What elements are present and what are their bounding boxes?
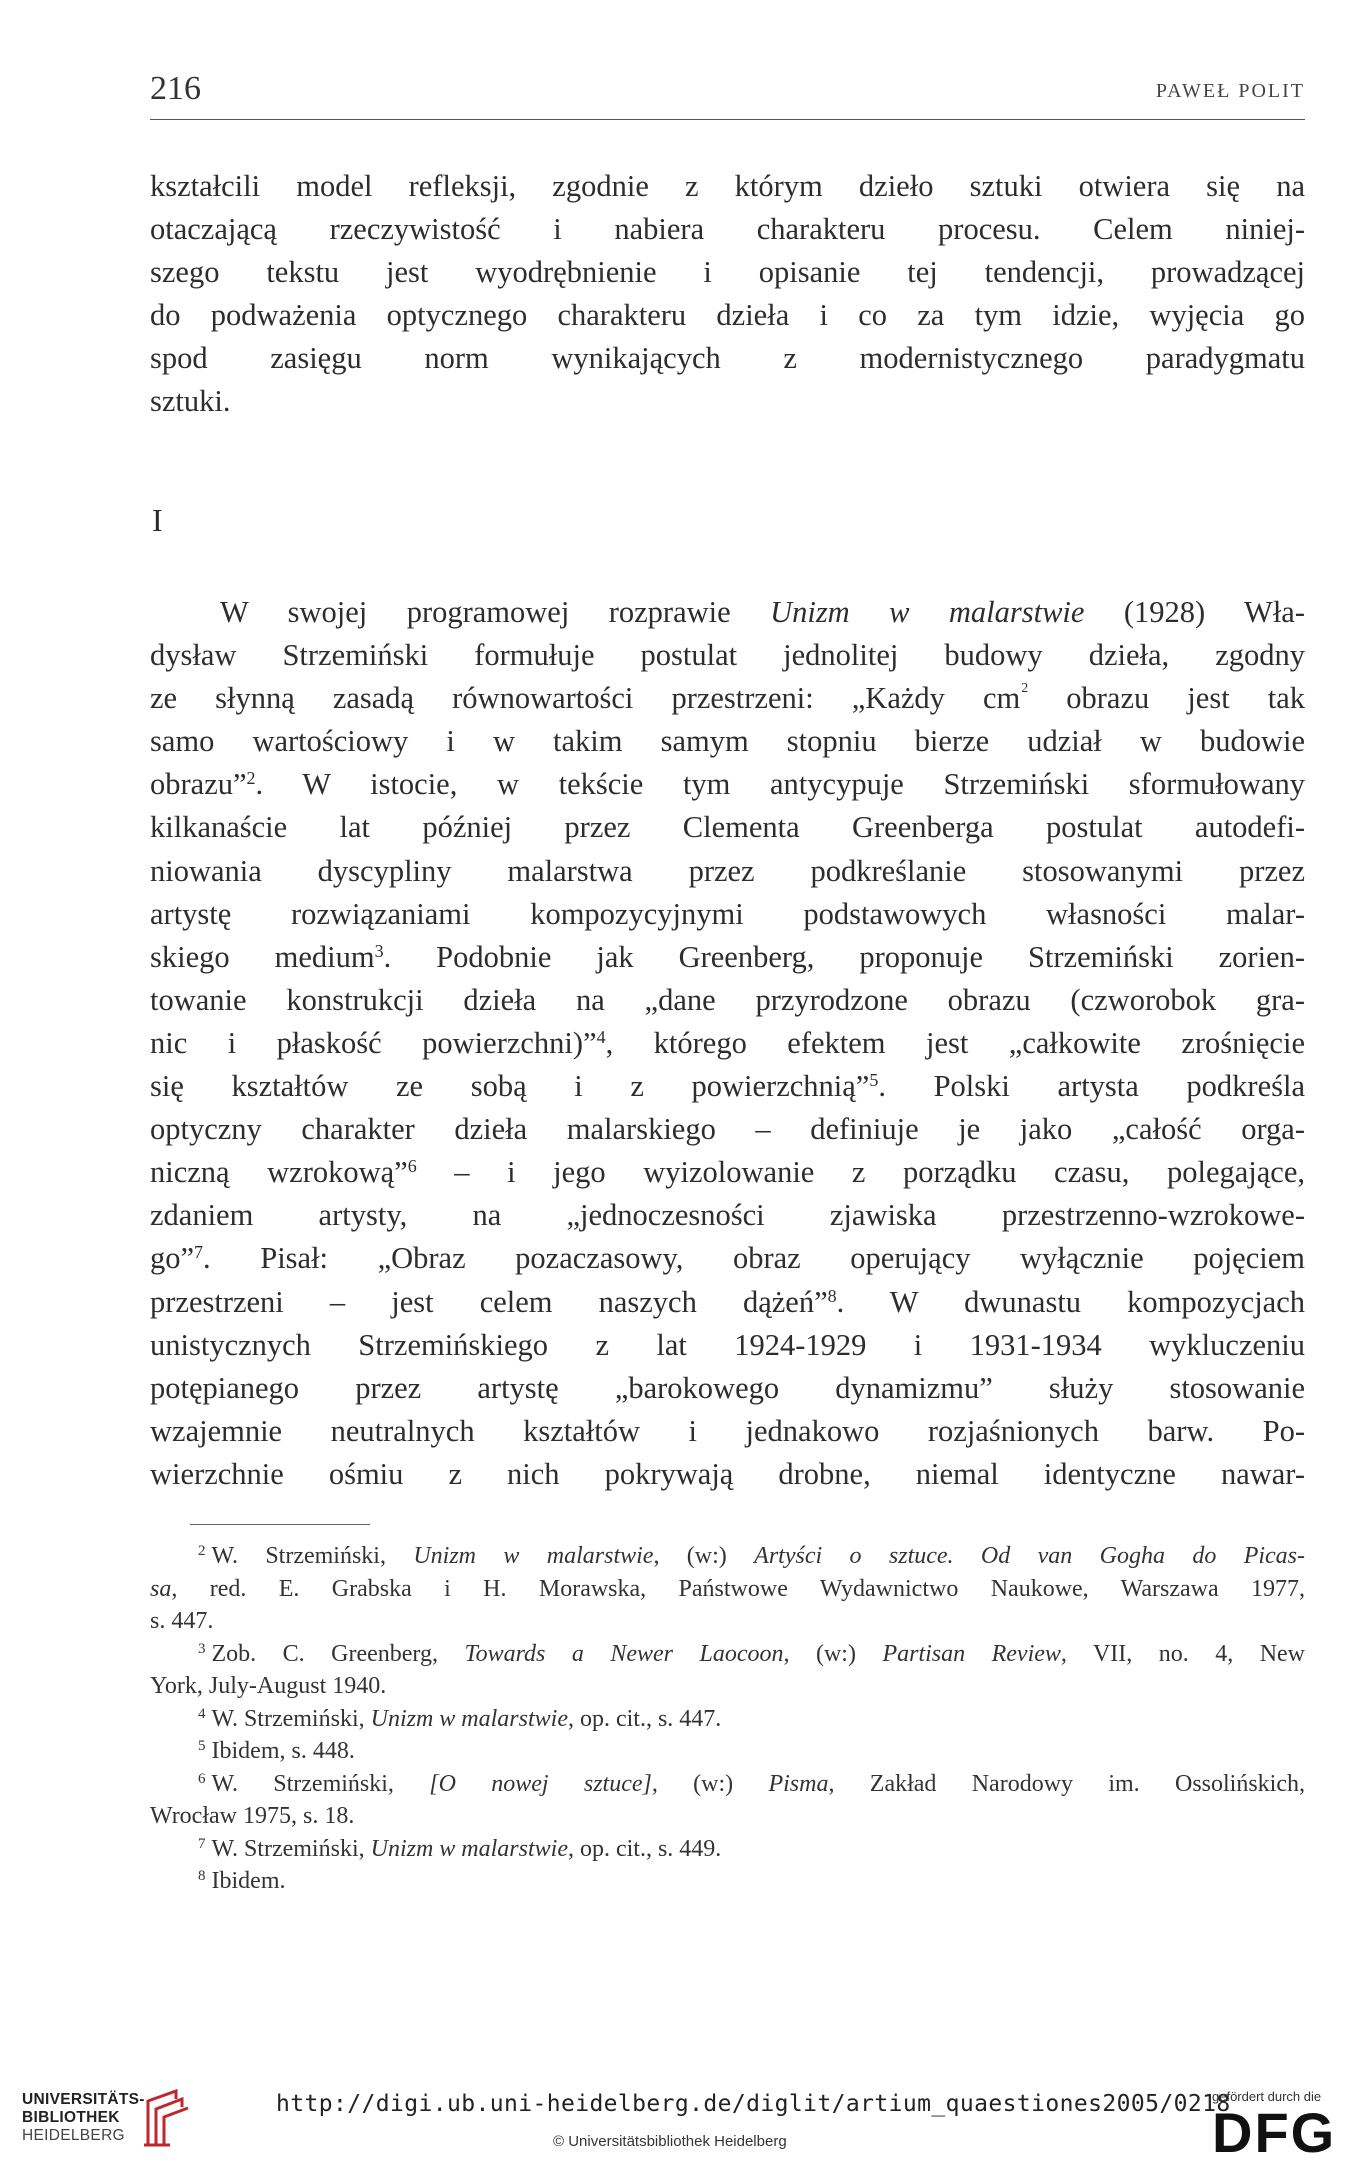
text-line: go”$^7$. Pisał: „Obraz pozaczasowy, obraz operujący wyłącznie pojęciem xyxy=(150,1241,1305,1276)
paragraph-intro xyxy=(150,165,1305,424)
footnote-ref: 4 xyxy=(596,1026,606,1047)
digitization-footer xyxy=(0,2083,1363,2176)
funding-note: gefördert durch die xyxy=(1212,2089,1322,2104)
work-title: Unizm w malarstwie xyxy=(770,595,1085,629)
footnote-3: $^3$ Zob. C. Greenberg, Towards a Newer Laocoon, (w:) Partisan Review, VII, no. 4, New xyxy=(198,1640,1306,1667)
header-rule xyxy=(150,119,1305,120)
footnote-2-cont: sa, red. E. Grabska i H. Morawska, Państwowe Wydawnictwo Naukowe, Warszawa 1977, xyxy=(150,1575,1305,1602)
text-line: ze słynną zasadą równowartości przestrzeni: „Każdy $cm^2$ obrazu jest tak xyxy=(150,681,1305,716)
text-line: skiego medium$^3$. Podobnie jak Greenberg, proponuje Strzemiński zorien- xyxy=(150,939,1305,974)
text-line: obrazu”$^2$. W istocie, w tekście tym antycypuje Strzemiński sformułowany xyxy=(150,767,1305,802)
text-line: wzajemnie neutralnych kształtów i jednakowo rozjaśnionych barw. Po- xyxy=(150,1413,1305,1448)
page-number: 216 xyxy=(150,70,201,107)
text-line: kilkanaście lat później przez Clementa Greenberga postulat autodefi- xyxy=(150,810,1305,845)
text-line: optyczny charakter dzieła malarskiego – definiuje je jako „całość orga- xyxy=(150,1112,1305,1147)
library-name: UNIVERSITÄTS- BIBLIOTHEK HEIDELBERG xyxy=(22,2091,145,2144)
footnote-8: $^8$ Ibidem. xyxy=(198,1868,286,1894)
footnote-ref: 7 xyxy=(194,1242,204,1263)
footnote-ref: 6 xyxy=(407,1156,417,1177)
text-line: samo wartościowy i w takim samym stopniu bierze udział w budowie xyxy=(150,724,1305,759)
footnote-6: $^6$ W. Strzemiński, [O nowej sztuce], (w:) Pisma, Zakład Narodowy im. Ossolińskich, xyxy=(198,1770,1305,1797)
library-logo-icon xyxy=(140,2087,190,2149)
text-line: kształcili model refleksji, zgodnie z którym dzieło sztuki otwiera się na xyxy=(150,169,1305,203)
footnote-2-cont: s. 447. xyxy=(150,1608,214,1634)
text-line: szego tekstu jest wyodrębnienie i opisanie tej tendencji, prowadzącej xyxy=(150,255,1305,290)
superscript-square: 2 xyxy=(1021,681,1029,697)
footnote-4: $^4$ W. Strzemiński, Unizm w malarstwie, op. cit., s. 447. xyxy=(198,1705,722,1732)
text-line: W swojej programowej rozprawie Unizm w malarstwie (1928) Wła- xyxy=(220,595,1305,629)
footnote-3-cont: York, July-August 1940. xyxy=(150,1673,387,1699)
text-line: spod zasięgu norm wynikających z modernistycznego paradygmatu xyxy=(150,341,1305,376)
svg-text:DFG: DFG xyxy=(1212,2103,1337,2161)
text-line: niowania dyscypliny malarstwa przez podkreślanie stosowanymi przez xyxy=(150,853,1305,888)
paragraph-main xyxy=(150,591,1305,1496)
text-line: unistycznych Strzemińskiego z lat 1924-1929 i 1931-1934 wykluczeniu xyxy=(150,1327,1305,1362)
footnote-ref: 2 xyxy=(246,768,256,789)
footnote-5: $^5$ Ibidem, s. 448. xyxy=(198,1738,355,1764)
footnote-2: $^2$ W. Strzemiński, Unizm w malarstwie, (w:) Artyści o sztuce. Od van Gogha do Picas- xyxy=(198,1543,1306,1569)
text-line: przestrzeni – jest celem naszych dążeń”$^8$. W dwunastu kompozycjach xyxy=(150,1284,1305,1319)
text-line: sztuki. xyxy=(150,384,231,419)
footnote-ref: 8 xyxy=(827,1285,837,1306)
text-line: wierzchnie ośmiu z nich pokrywają drobne, niemal identyczne nawar- xyxy=(150,1456,1305,1491)
footnote-ref: 5 xyxy=(869,1070,879,1091)
footnote-rule xyxy=(190,1524,370,1525)
copyright-notice: © Universitätsbibliothek Heidelberg xyxy=(553,2133,787,2150)
text-line: nic i płaskość powierzchni)”$^4$, którego efektem jest „całkowite zrośnięcie xyxy=(150,1025,1305,1060)
footnote-ref: 3 xyxy=(374,940,384,961)
text-line: artystę rozwiązaniami kompozycyjnymi podstawowych własności malar- xyxy=(150,896,1305,931)
text-line: dysław Strzemiński formułuje postulat jednolitej budowy dzieła, zgodny xyxy=(150,638,1305,673)
text-line: otaczającą rzeczywistość i nabiera charakteru procesu. Celem niniej- xyxy=(150,212,1305,247)
text-line: się kształtów ze sobą i z powierzchnią”$^5$. Polski artysta podkreśla xyxy=(150,1069,1305,1104)
text-line: do podważenia optycznego charakteru dzieła i co za tym idzie, wyjęcia go xyxy=(150,298,1305,333)
footnote-6-cont: Wrocław 1975, s. 18. xyxy=(150,1803,355,1829)
running-author: PAWEŁ POLIT xyxy=(1155,80,1305,102)
text-line: niczną wzrokową”$^6$ – i jego wyizolowanie z porządku czasu, polegające, xyxy=(150,1155,1305,1190)
text-line: towanie konstrukcji dzieła na „dane przyrodzone obrazu (czworobok gra- xyxy=(150,982,1305,1017)
text-line: potępianego przez artystę „barokowego dynamizmu” służy stosowanie xyxy=(150,1370,1305,1405)
footnotes xyxy=(150,1540,1305,1898)
footnote-7: $^7$ W. Strzemiński, Unizm w malarstwie, op. cit., s. 449. xyxy=(198,1835,722,1862)
text-line: zdaniem artysty, na „jednoczesności zjawiska przestrzenno-wzrokowe- xyxy=(150,1198,1305,1233)
dfg-logo-icon xyxy=(1212,2103,1340,2161)
source-url-link[interactable]: http://digi.ub.uni-heidelberg.de/diglit/artium_quaestiones2005/0218 xyxy=(276,2091,1231,2117)
section-number: I xyxy=(152,502,163,538)
